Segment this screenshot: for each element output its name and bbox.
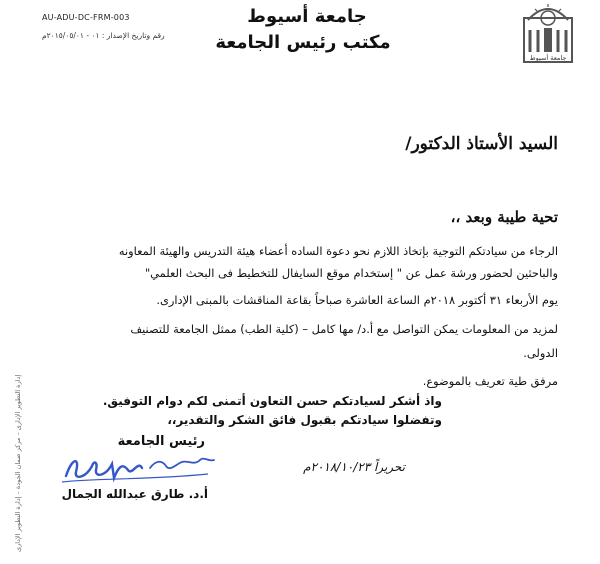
body-line: الرجاء من سيادتكم التوجية بإتخاذ اللازم نحو دعوة الساده أعضاء هيئة التدريس والهيئة المعاونه [118,244,558,258]
attachment-note: مرفق طية تعريف بالموضوع. [422,374,558,388]
recipient-line: السيد الأستاذ الدكتور/ [405,134,558,154]
logo-text: جامعة أسيوط [529,54,567,62]
university-logo [518,4,578,66]
form-code: AU-ADU-DC-FRM-003 [42,13,130,22]
president-title: رئيس الجامعة [117,434,205,449]
signature [58,448,238,486]
side-note-text: إدارة التطوير الإدارى – مركز ضمان الجودة – إدارة التطوير الإدارى [14,374,22,552]
side-note [4,352,22,552]
greeting-line: تحية طيبة وبعد ،، [450,208,558,226]
body-line: الدولى. [523,346,558,360]
letter-date: تحريراً ٢٠١٨/١٠/٢٣م [303,460,405,474]
closing-line: وتفضلوا سيادتكم بقبول فائق الشكر والتقدير،، [167,413,442,427]
university-name: جامعة أسيوط [247,6,367,27]
president-name: أ.د. طارق عبدالله الجمال [61,487,208,501]
body-line: لمزيد من المعلومات يمكن التواصل مع أ.د/ مها كامل – (كلية الطب) ممثل الجامعة للتصنيف [130,322,558,336]
thanks-line: واذ أشكر لسيادتكم حسن التعاون أتمنى لكم دوام التوفيق. [102,394,442,408]
body-line: والباحثين لحضور ورشة عمل عن " إستخدام موقع السايفال للتخطيط فى البحث العلمي" [144,266,558,280]
body-line: يوم الأربعاء ٣١ أكتوبر ٢٠١٨م الساعة العاشرة صباحاً بقاعة المناقشات بالمبنى الإدارى. [156,293,558,307]
office-name: مكتب رئيس الجامعة [215,32,391,53]
issue-info: رقم وتاريخ الإصدار : ٠١ - ٢٠١٥/٠٥/٠١م [42,31,165,40]
